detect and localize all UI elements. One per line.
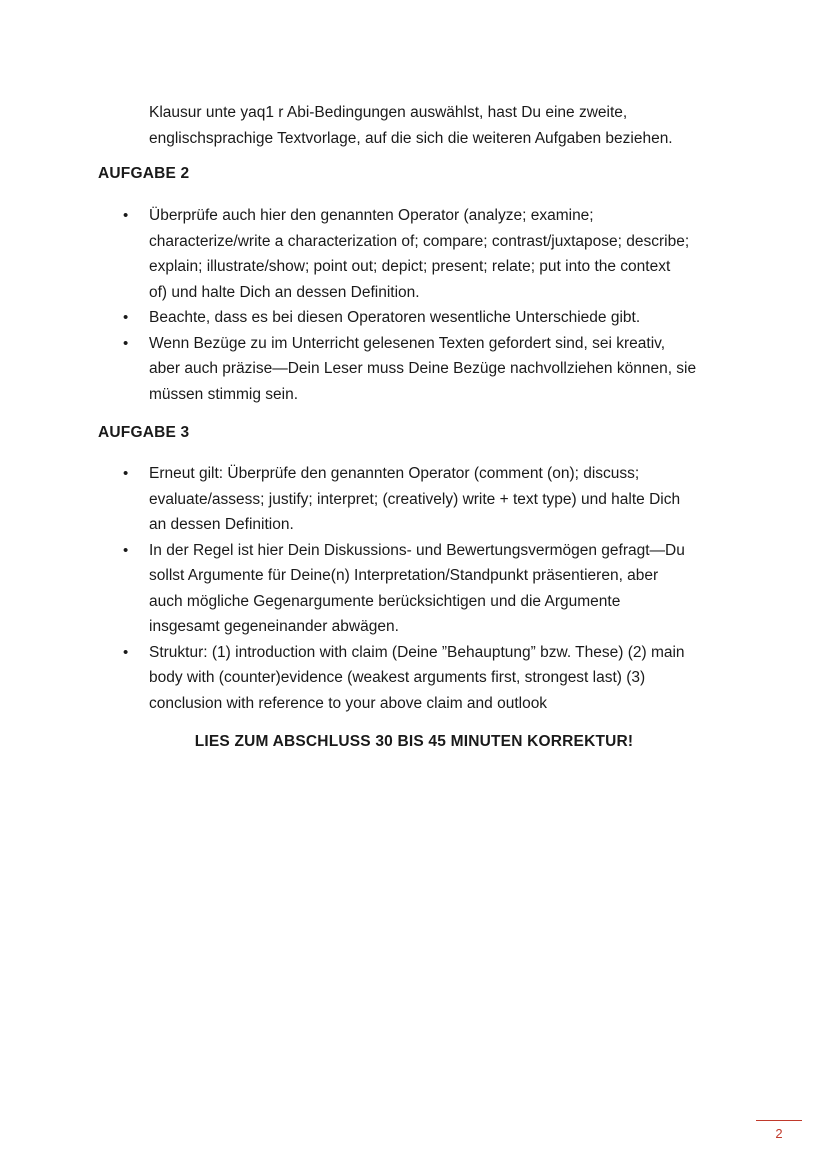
bullet-icon: •: [123, 207, 129, 224]
list-item-line: Wenn Bezüge zu im Unterricht gelesenen Texten gefordert sind, sei kreativ,: [149, 334, 666, 352]
list-item-line: of) und halte Dich an dessen Definition.: [149, 283, 420, 301]
list-item-line: evaluate/assess; justify; interpret; (creatively) write + text type) und halte Dich: [149, 490, 681, 508]
list-item-line: Erneut gilt: Überprüfe den genannten Operator (comment (on); discuss;: [149, 465, 640, 482]
aufgabe-2-list: [123, 203, 749, 407]
list-item-line: müssen stimmig sein.: [149, 385, 299, 403]
list-item-line: aber auch präzise—Dein Leser muss Deine Bezüge nachvollziehen können, sie: [149, 360, 697, 377]
list-item-line: an dessen Definition.: [149, 516, 294, 533]
list-item-line: Beachte, dass es bei diesen Operatoren wesentliche Unterschiede gibt.: [149, 309, 641, 326]
page-number: 2: [775, 1126, 783, 1141]
list-item-line: auch mögliche Gegenargumente berücksichtigen und die Argumente: [149, 592, 621, 610]
list-item: [123, 640, 749, 717]
list-item: [123, 331, 749, 408]
footer-divider: [756, 1120, 802, 1121]
intro-line: Klausur unte yaq1 r Abi-Bedingungen auswählst, hast Du eine zweite,: [149, 104, 628, 121]
bullet-icon: •: [123, 334, 129, 352]
list-item-line: explain; illustrate/show; point out; depict; present; relate; put into the context: [149, 258, 671, 275]
list-item: [123, 461, 749, 538]
section-heading-aufgabe-3: AUFGABE 3: [98, 424, 190, 441]
list-item-line: Struktur: (1) introduction with claim (Deine ”Behauptung” bzw. These) (2) main: [149, 643, 685, 661]
list-item-line: sollst Argumente für Deine(n) Interpretation/Standpunkt präsentieren, aber: [149, 567, 659, 584]
list-item-line: insgesamt gegeneinander abwägen.: [149, 618, 399, 635]
intro-paragraph: [149, 100, 749, 151]
bullet-icon: •: [123, 643, 129, 661]
list-item: [123, 203, 749, 305]
bullet-icon: •: [123, 309, 129, 326]
intro-line: englischsprachige Textvorlage, auf die sich die weiteren Aufgaben beziehen.: [149, 129, 673, 147]
list-item-line: body with (counter)evidence (weakest arguments first, strongest last) (3): [149, 669, 646, 686]
list-item-line: conclusion with reference to your above claim and outlook: [149, 694, 548, 712]
closing-instruction: LIES ZUM ABSCHLUSS 30 BIS 45 MINUTEN KORREKTUR!: [194, 733, 634, 750]
list-item-line: In der Regel ist hier Dein Diskussions- und Bewertungsvermögen gefragt—Du: [149, 541, 685, 559]
list-item: [123, 305, 749, 331]
section-heading-aufgabe-2: AUFGABE 2: [98, 165, 190, 182]
bullet-icon: •: [123, 541, 129, 559]
list-item-line: Überprüfe auch hier den genannten Operator (analyze; examine;: [149, 207, 594, 224]
aufgabe-3-list: [123, 461, 749, 716]
list-item: [123, 538, 749, 640]
list-item-line: characterize/write a characterization of; compare; contrast/juxtapose; describe;: [149, 232, 690, 250]
bullet-icon: •: [123, 465, 129, 482]
